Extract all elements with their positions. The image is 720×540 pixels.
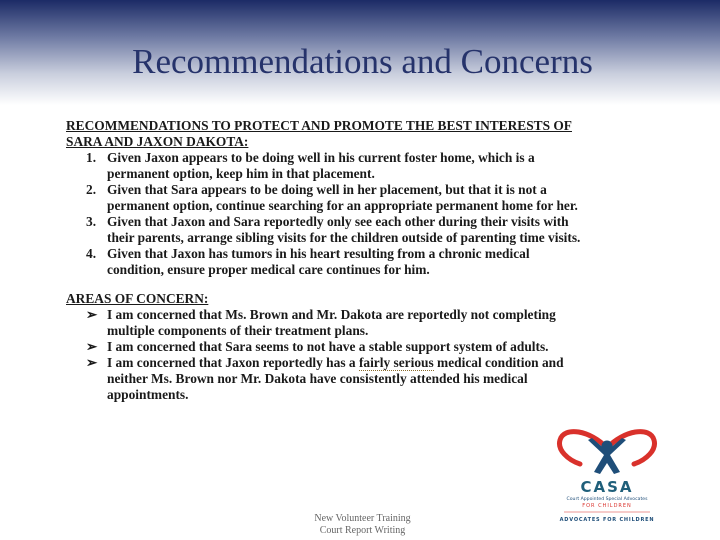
- line: [107, 355, 626, 371]
- slide-footer: [290, 513, 435, 537]
- text: I am concerned that Jaxon reportedly has a: [107, 355, 359, 370]
- item-number: 2.: [86, 182, 97, 197]
- svg-text:CASA: CASA: [580, 478, 634, 496]
- footer-line: New Volunteer Training: [314, 513, 411, 524]
- recommendation-item: [66, 246, 626, 278]
- line: Given Jaxon appears to be doing well in his current foster home, which is a: [107, 150, 535, 165]
- recommendations-list: [66, 150, 626, 278]
- item-number: 3.: [86, 214, 97, 229]
- arrow-bullet-icon: ➢: [86, 339, 98, 354]
- report-excerpt: [66, 118, 626, 403]
- svg-text:Court Appointed Special Advoca: Court Appointed Special Advocates: [566, 497, 648, 502]
- line: appointments.: [107, 387, 189, 402]
- line: their parents, arrange sibling visits for the children outside of parenting time visits.: [107, 230, 581, 245]
- heading-line: RECOMMENDATIONS TO PROTECT AND PROMOTE THE BEST INTERESTS OF: [66, 118, 572, 133]
- slide-title: Recommendations and Concerns: [132, 42, 593, 81]
- item-number: 1.: [86, 150, 97, 165]
- line: permanent option, keep him in that placement.: [107, 166, 375, 181]
- recommendation-item: [66, 214, 626, 246]
- item-number: 4.: [86, 246, 97, 261]
- svg-text:FOR CHILDREN: FOR CHILDREN: [582, 503, 632, 509]
- heading-line: AREAS OF CONCERN:: [66, 291, 209, 306]
- arrow-bullet-icon: ➢: [86, 355, 98, 370]
- recommendation-item: [66, 150, 626, 182]
- line: I am concerned that Ms. Brown and Mr. Dakota are reportedly not completing: [107, 307, 556, 322]
- line: multiple components of their treatment plans.: [107, 323, 369, 338]
- concern-item: [66, 355, 626, 403]
- recommendation-item: [66, 182, 626, 214]
- line: permanent option, continue searching for an appropriate permanent home for her.: [107, 198, 578, 213]
- line: condition, ensure proper medical care continues for him.: [107, 262, 430, 277]
- line: I am concerned that Sara seems to not have a stable support system of adults.: [107, 339, 549, 354]
- concern-item: [66, 339, 626, 355]
- concerns-list: [66, 307, 626, 403]
- line: Given that Jaxon has tumors in his heart resulting from a chronic medical: [107, 246, 530, 261]
- svg-text:ADVOCATES FOR CHILDREN: ADVOCATES FOR CHILDREN: [559, 517, 655, 523]
- text: medical condition and: [433, 355, 564, 370]
- line: Given that Sara appears to be doing well in her placement, but that it is not a: [107, 182, 547, 197]
- recommendations-heading: [66, 118, 626, 150]
- concern-item: [66, 307, 626, 339]
- concerns-heading: [66, 291, 626, 307]
- arrow-bullet-icon: ➢: [86, 307, 98, 322]
- casa-logo: [550, 418, 665, 526]
- heading-line: SARA AND JAXON DAKOTA:: [66, 134, 249, 149]
- line: Given that Jaxon and Sara reportedly only see each other during their visits with: [107, 214, 569, 229]
- grammar-flagged-text[interactable]: fairly serious: [358, 355, 434, 370]
- footer-line: Court Report Writing: [319, 525, 406, 536]
- line: neither Ms. Brown nor Mr. Dakota have consistently attended his medical: [107, 371, 528, 386]
